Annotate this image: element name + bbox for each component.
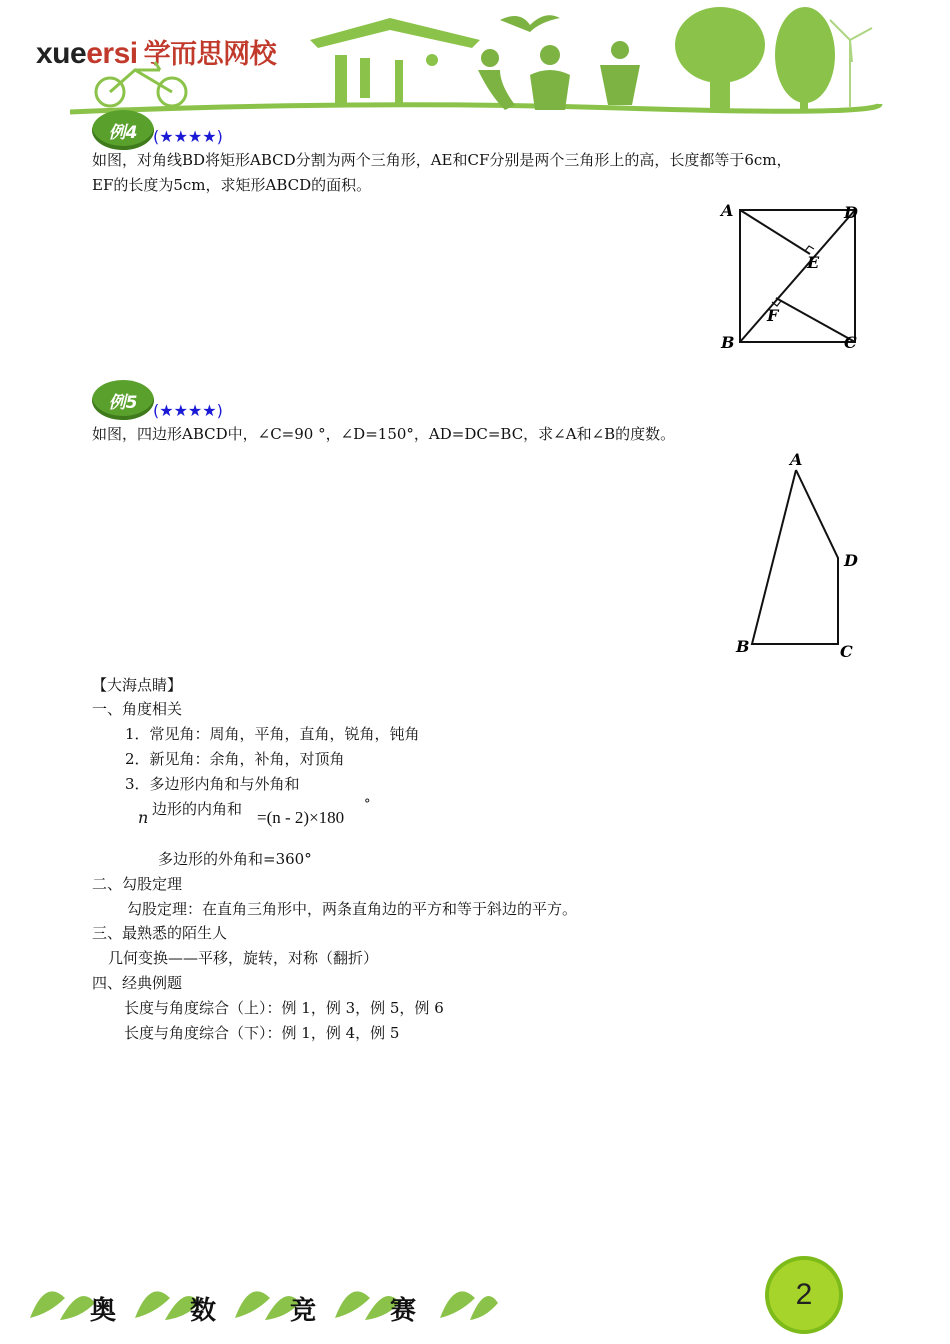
section-4-item-2: 长度与角度综合（下）：例 1，例 4，例 5 — [124, 1024, 400, 1042]
example-5-text: 如图，四边形ABCD中，∠C=90 °，∠D=150°，AD=DC=BC，求∠A和∠B的度数。 — [92, 425, 676, 443]
footer-word-4: 赛 — [390, 1296, 417, 1326]
label-e: E — [807, 253, 820, 272]
label-d: D — [844, 551, 858, 570]
bicycle-icon — [96, 62, 186, 106]
label-b: B — [736, 637, 750, 656]
label-a: A — [790, 450, 803, 469]
section-1-heading: 一、角度相关 — [92, 700, 183, 718]
footer-word-2: 数 — [190, 1296, 217, 1326]
section-3-heading: 三、最熟悉的陌生人 — [92, 924, 228, 942]
section-1-item-4: 多边形的外角和=360° — [158, 850, 312, 868]
section-1-item-1: 1．常见角：周角，平角，直角，锐角，钝角 — [125, 725, 420, 743]
section-2-heading: 二、勾股定理 — [92, 875, 183, 893]
footer-word-1: 奥 — [90, 1296, 117, 1326]
section-1-item-2: 2．新见角：余角，补角，对顶角 — [125, 750, 345, 768]
quadrilateral-abcd — [752, 470, 838, 644]
example-5-figure — [730, 448, 870, 663]
example-4-difficulty: (★★★★) — [153, 127, 223, 146]
section-4-heading: 四、经典例题 — [92, 974, 183, 992]
label-b: B — [721, 333, 735, 352]
section-2-item-1: 勾股定理：在直角三角形中，两条直角边的平方和等于斜边的平方。 — [127, 900, 578, 918]
formula-degree: ° — [364, 797, 371, 812]
example-4-figure — [715, 198, 865, 358]
section-4-item-1: 长度与角度综合（上）：例 1，例 3，例 5，例 6 — [124, 999, 444, 1017]
example-4-badge: 例4 — [92, 110, 154, 150]
label-f: F — [767, 306, 779, 325]
diagonal-bd — [740, 210, 855, 342]
brand-latin-a: xue — [36, 37, 87, 70]
formula-text: 边形的内角和 — [152, 800, 243, 818]
label-c: C — [840, 642, 853, 661]
example-4-text-line-1: 如图，对角线BD将矩形ABCD分割为两个三角形，AE和CF分别是两个三角形上的高，长度都等于6cm， — [92, 151, 792, 169]
example-5-badge: 例5 — [92, 380, 154, 420]
formula-n: n — [138, 808, 149, 827]
bird-icon — [500, 15, 560, 32]
brand-chinese: 学而思网校 — [143, 39, 277, 69]
example-4-text-line-2: EF的长度为5cm，求矩形ABCD的面积。 — [92, 176, 372, 194]
house-icon — [310, 18, 480, 105]
header-decoration — [60, 0, 890, 120]
page-number: 2 — [765, 1256, 843, 1334]
example-5-difficulty: (★★★★) — [153, 401, 223, 420]
label-a: A — [721, 201, 734, 220]
tree-icon — [675, 7, 835, 110]
height-ae — [740, 210, 810, 254]
people-icon — [478, 41, 640, 110]
label-d: D — [844, 203, 858, 222]
right-angle-e — [805, 246, 814, 251]
brand-latin-b: ersi — [86, 37, 138, 70]
section-1-item-3: 3．多边形内角和与外角和 — [125, 775, 300, 793]
wind-turbine-icon — [830, 20, 872, 108]
formula-expression: =(n - 2)×180 — [257, 808, 345, 827]
footer-word-3: 竞 — [290, 1296, 317, 1326]
section-3-item-1: 几何变换——平移，旋转，对称（翻折） — [108, 949, 379, 967]
label-c: C — [844, 333, 857, 352]
notes-title: 【大海点睛】 — [92, 676, 183, 694]
